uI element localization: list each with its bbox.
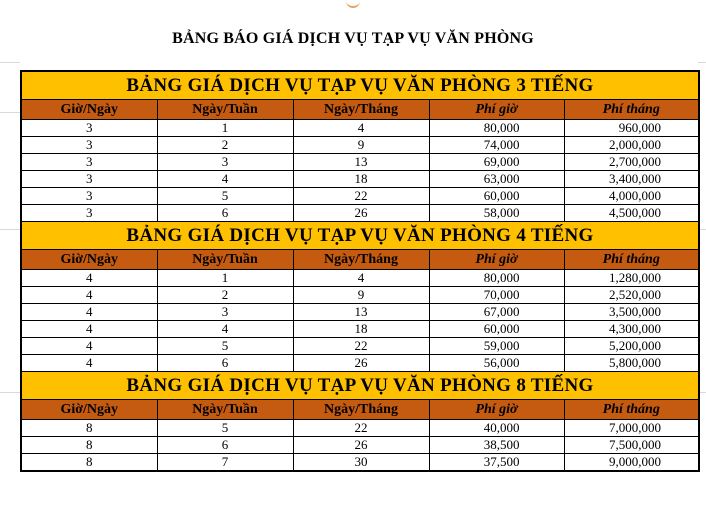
table-cell: 80,000: [429, 120, 564, 137]
table-cell: 7,500,000: [564, 437, 699, 454]
table-cell: 22: [293, 420, 429, 437]
section-title-row: [21, 372, 699, 400]
table-cell: 9: [293, 137, 429, 154]
table-cell: 9: [293, 287, 429, 304]
table-cell: 4: [21, 287, 157, 304]
table-cell: 38,500: [429, 437, 564, 454]
sheet-gridline: [698, 62, 706, 63]
table-cell: 58,000: [429, 205, 564, 222]
table-cell: 5: [157, 188, 293, 205]
table-cell: 6: [157, 355, 293, 372]
table-cell: 8: [21, 420, 157, 437]
table-cell: 1,280,000: [564, 270, 699, 287]
table-cell: 3: [21, 154, 157, 171]
table-cell: 3,500,000: [564, 304, 699, 321]
table-cell: 4: [21, 321, 157, 338]
table-cell: 80,000: [429, 270, 564, 287]
table-cell: 22: [293, 188, 429, 205]
table-cell: 4: [157, 171, 293, 188]
table-cell: 6: [157, 437, 293, 454]
table-cell: 74,000: [429, 137, 564, 154]
table-cell: 59,000: [429, 338, 564, 355]
table-cell: 18: [293, 171, 429, 188]
table-cell: 26: [293, 205, 429, 222]
table-cell: 4,500,000: [564, 205, 699, 222]
table-row: [21, 188, 699, 205]
table-cell: 4,300,000: [564, 321, 699, 338]
table-row: [21, 420, 699, 437]
table-row: [21, 287, 699, 304]
table-cell: 4,000,000: [564, 188, 699, 205]
column-header: Ngày/Tuần: [157, 400, 293, 420]
table-cell: 3: [21, 120, 157, 137]
table-cell: 26: [293, 437, 429, 454]
table-cell: 4: [21, 338, 157, 355]
table-cell: 30: [293, 454, 429, 472]
table-cell: 13: [293, 304, 429, 321]
table-cell: 4: [157, 321, 293, 338]
column-header: Phí giờ: [429, 250, 564, 270]
table-cell: 3: [21, 205, 157, 222]
table-cell: 2: [157, 137, 293, 154]
column-header: Phí tháng: [564, 400, 699, 420]
section-title: BẢNG GIÁ DỊCH VỤ TẠP VỤ VĂN PHÒNG 3 TIẾNG: [21, 71, 699, 100]
table-cell: 7: [157, 454, 293, 472]
table-cell: 5,800,000: [564, 355, 699, 372]
table-row: [21, 205, 699, 222]
table-row: [21, 171, 699, 188]
table-cell: 8: [21, 437, 157, 454]
sheet-gridline: [0, 112, 20, 113]
table-cell: 60,000: [429, 321, 564, 338]
table-cell: 7,000,000: [564, 420, 699, 437]
page-title: BẢNG BÁO GIÁ DỊCH VỤ TẠP VỤ VĂN PHÒNG: [172, 30, 534, 47]
table-cell: 56,000: [429, 355, 564, 372]
table-cell: 6: [157, 205, 293, 222]
sheet-gridline: [0, 62, 20, 63]
sheet-gridline: [0, 229, 20, 230]
column-header: Giờ/Ngày: [21, 250, 157, 270]
table-row: [21, 137, 699, 154]
table-row: [21, 355, 699, 372]
column-header: Phí tháng: [564, 100, 699, 120]
table-row: [21, 154, 699, 171]
section-title-row: [21, 71, 699, 100]
table-cell: 4: [21, 304, 157, 321]
table-row: [21, 437, 699, 454]
section-title: BẢNG GIÁ DỊCH VỤ TẠP VỤ VĂN PHÒNG 4 TIẾNG: [21, 222, 699, 250]
table-cell: 3: [21, 137, 157, 154]
table-cell: 63,000: [429, 171, 564, 188]
table-cell: 4: [293, 270, 429, 287]
column-header: Ngày/Tháng: [293, 250, 429, 270]
column-header-row: [21, 250, 699, 270]
column-header: Ngày/Tháng: [293, 100, 429, 120]
table-cell: 3: [157, 154, 293, 171]
column-header-row: [21, 100, 699, 120]
table-row: [21, 338, 699, 355]
column-header: Ngày/Tuần: [157, 250, 293, 270]
table-cell: 960,000: [564, 120, 699, 137]
table-cell: 67,000: [429, 304, 564, 321]
section-title: BẢNG GIÁ DỊCH VỤ TẠP VỤ VĂN PHÒNG 8 TIẾNG: [21, 372, 699, 400]
table-cell: 22: [293, 338, 429, 355]
column-header-row: [21, 400, 699, 420]
column-header: Giờ/Ngày: [21, 100, 157, 120]
table-cell: 3,400,000: [564, 171, 699, 188]
table-cell: 1: [157, 120, 293, 137]
table-cell: 13: [293, 154, 429, 171]
column-header: Phí giờ: [429, 400, 564, 420]
table-cell: 3: [21, 188, 157, 205]
table-cell: 1: [157, 270, 293, 287]
table-cell: 5,200,000: [564, 338, 699, 355]
table-cell: 8: [21, 454, 157, 472]
table-row: [21, 454, 699, 472]
table-cell: 40,000: [429, 420, 564, 437]
table-cell: 4: [293, 120, 429, 137]
column-header: Phí tháng: [564, 250, 699, 270]
table-row: [21, 270, 699, 287]
column-header: Giờ/Ngày: [21, 400, 157, 420]
table-cell: 37,500: [429, 454, 564, 472]
table-cell: 3: [157, 304, 293, 321]
table-cell: 70,000: [429, 287, 564, 304]
logo-mark: [346, 0, 360, 8]
table-cell: 26: [293, 355, 429, 372]
table-cell: 9,000,000: [564, 454, 699, 472]
table-cell: 3: [21, 171, 157, 188]
table-row: [21, 120, 699, 137]
table-cell: 4: [21, 270, 157, 287]
table-cell: 60,000: [429, 188, 564, 205]
column-header: Ngày/Tháng: [293, 400, 429, 420]
sheet-gridline: [0, 392, 20, 393]
table-cell: 69,000: [429, 154, 564, 171]
table-row: [21, 321, 699, 338]
table-cell: 2: [157, 287, 293, 304]
table-cell: 2,700,000: [564, 154, 699, 171]
table-cell: 5: [157, 338, 293, 355]
price-table: [20, 70, 700, 472]
table-cell: 5: [157, 420, 293, 437]
table-cell: 4: [21, 355, 157, 372]
section-title-row: [21, 222, 699, 250]
column-header: Ngày/Tuần: [157, 100, 293, 120]
column-header: Phí giờ: [429, 100, 564, 120]
table-cell: 2,000,000: [564, 137, 699, 154]
table-row: [21, 304, 699, 321]
table-cell: 2,520,000: [564, 287, 699, 304]
table-cell: 18: [293, 321, 429, 338]
